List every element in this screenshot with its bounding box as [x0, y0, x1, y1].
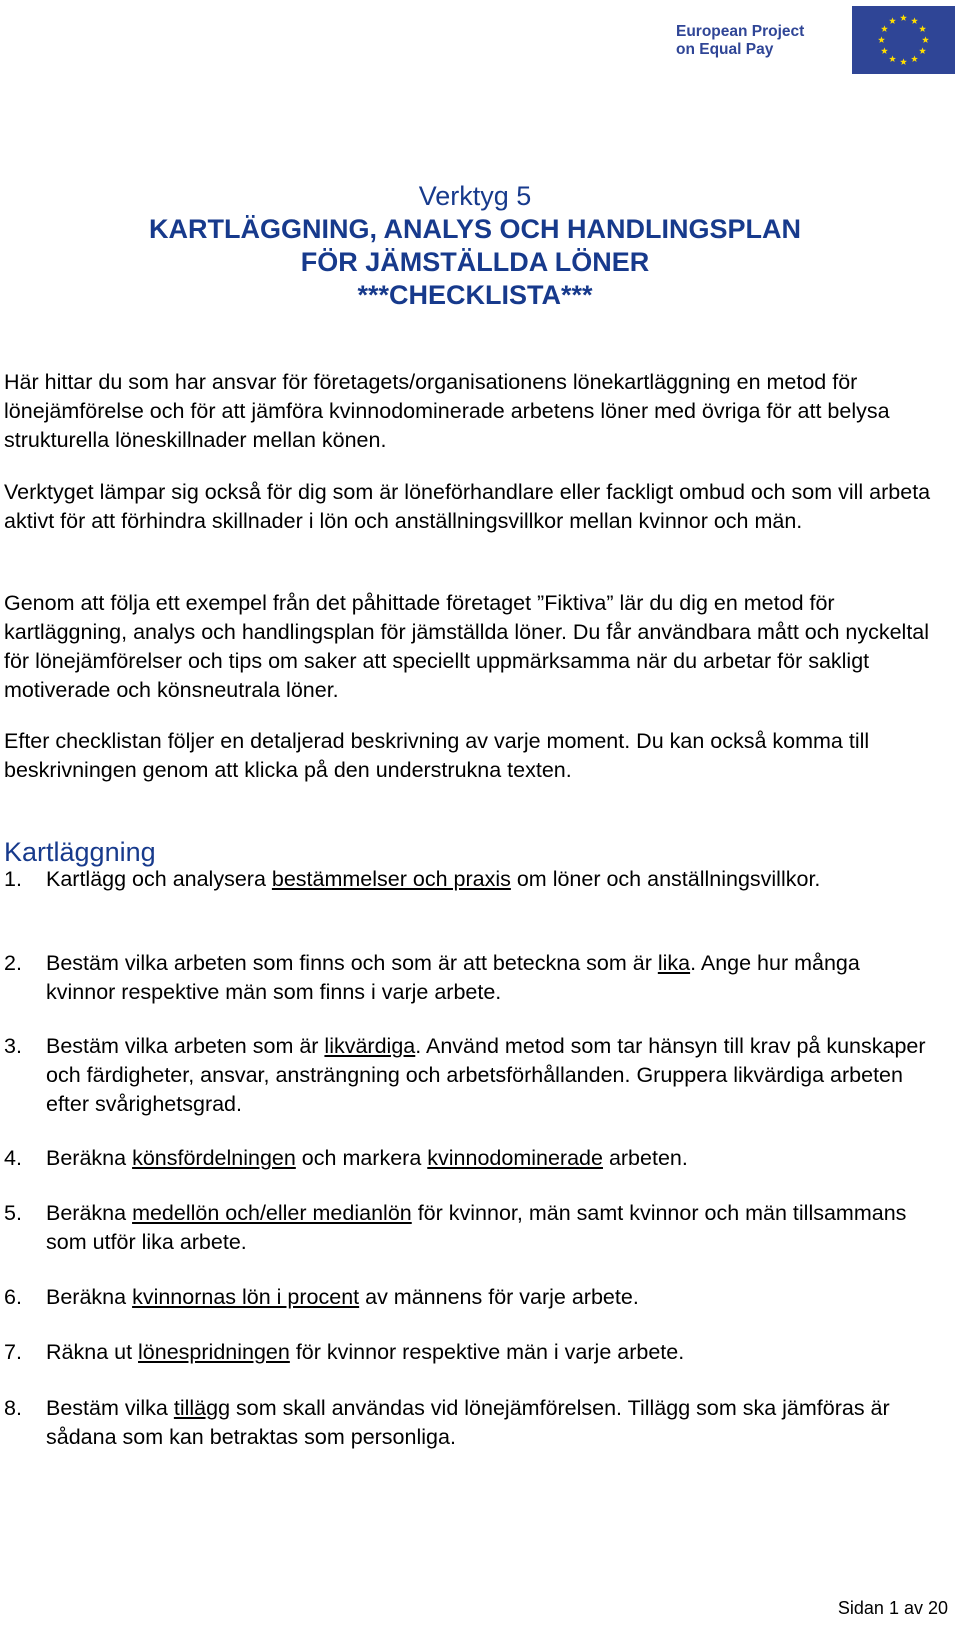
item-text-segment: om löner och anställningsvillkor.	[510, 867, 821, 891]
logo-line-1: European Project	[676, 23, 805, 40]
description-link[interactable]: könsfördelningen	[132, 1146, 296, 1170]
section-heading: Kartläggning	[4, 837, 156, 867]
checklist-item	[4, 865, 934, 894]
item-number: 8.	[4, 1396, 22, 1420]
intro-paragraph-2: Verktyget lämpar sig också för dig som är löneförhandlare eller fackligt ombud och som vill arbeta aktivt för att förhindra skillnader i lön och anställningsvillkor mellan kvinnor och män.	[4, 480, 931, 533]
item-text	[46, 1032, 934, 1119]
description-link[interactable]: lika	[657, 951, 691, 975]
item-text-segment: som skall användas vid lönejämförelsen. Tillägg som ska jämföras är sådana som kan betraktas som personliga.	[46, 1396, 890, 1449]
item-number: 5.	[4, 1201, 22, 1225]
item-text-segment: Bestäm vilka arbeten som är	[46, 1034, 325, 1058]
item-text	[46, 1199, 934, 1257]
checklist-item	[4, 1283, 934, 1312]
checklist-item	[4, 1338, 934, 1367]
item-text-segment: Beräkna	[46, 1201, 133, 1225]
description-link[interactable]: likvärdiga	[324, 1034, 416, 1058]
item-number: 6.	[4, 1285, 22, 1309]
description-link[interactable]: kvinnodominerade	[427, 1146, 603, 1170]
eu-flag-icon	[852, 6, 955, 74]
description-link[interactable]: lönespridningen	[138, 1340, 290, 1364]
item-text	[46, 865, 934, 894]
intro-paragraph-1: Här hittar du som har ansvar för företagets/organisationens lönekartläggning en metod för lönejämförelse och för att jämföra kvinnodominerade arbetens löner med övriga för att belysa strukturella löneskillnader mellan könen.	[4, 370, 890, 452]
item-number: 4.	[4, 1146, 22, 1170]
description-link[interactable]: medellön och/eller medianlön	[132, 1201, 412, 1225]
item-number: 7.	[4, 1340, 22, 1364]
item-text-segment: Beräkna	[46, 1285, 133, 1309]
item-text-segment: Bestäm vilka	[46, 1396, 174, 1420]
item-number: 2.	[4, 951, 22, 975]
checklist-item	[4, 1394, 934, 1452]
intro-paragraph-4: Efter checklistan följer en detaljerad beskrivning av varje moment. Du kan också komma till beskrivningen genom att klicka på den understrukna texten.	[4, 729, 870, 782]
item-text	[46, 1394, 934, 1452]
intro-paragraph-3: Genom att följa ett exempel från det påhittade företaget ”Fiktiva” lär du dig en metod för kartläggning, analys och handlingsplan för jämställda löner. Du får användbara mått och nyckeltal för lönejämförelser och tips om saker att speciellt uppmärksamma när du arbetar för sakligt motiverade och könsneutrala löner.	[4, 591, 930, 702]
item-text-segment: för kvinnor respektive män i varje arbete.	[289, 1340, 685, 1364]
title-line-3: FÖR JÄMSTÄLLDA LÖNER	[300, 247, 650, 277]
item-number: 1.	[4, 867, 22, 891]
title-line-2: KARTLÄGGNING, ANALYS OCH HANDLINGSPLAN	[148, 214, 801, 244]
item-text	[46, 1338, 934, 1367]
logo-text	[676, 23, 804, 59]
item-text-segment: Räkna ut	[46, 1340, 139, 1364]
logo-line-2: on Equal Pay	[676, 41, 774, 58]
checklist-item	[4, 1144, 934, 1173]
item-text-segment: . Ange hur många kvinnor respektive män som finns i varje arbete.	[46, 951, 860, 1004]
item-text-segment: Bestäm vilka arbeten som finns och som är att beteckna som är	[46, 951, 658, 975]
item-text	[46, 1283, 934, 1312]
item-text	[46, 949, 934, 1007]
item-number: 3.	[4, 1034, 22, 1058]
checklist-item	[4, 949, 934, 1007]
title-tool-number: Verktyg 5	[418, 181, 532, 211]
checklist-item	[4, 1032, 934, 1119]
item-text-segment: Beräkna	[46, 1146, 133, 1170]
title-line-4: ***CHECKLISTA***	[357, 280, 593, 310]
item-text-segment: arbeten.	[602, 1146, 688, 1170]
checklist-item	[4, 1199, 934, 1257]
description-link[interactable]: bestämmelser och praxis	[271, 867, 511, 891]
description-link[interactable]: tillägg	[173, 1396, 231, 1420]
item-text-segment: och markera	[295, 1146, 428, 1170]
item-text-segment: för kvinnor, män samt kvinnor och män tillsammans som utför lika arbete.	[46, 1201, 907, 1254]
description-link[interactable]: kvinnornas lön i procent	[132, 1285, 360, 1309]
item-text-segment: Kartlägg och analysera	[46, 867, 272, 891]
item-text	[46, 1144, 934, 1173]
item-text-segment: av männens för varje arbete.	[359, 1285, 639, 1309]
document-title	[0, 180, 950, 312]
page-number: Sidan 1 av 20	[837, 1598, 948, 1618]
item-text-segment: . Använd metod som tar hänsyn till krav på kunskaper och färdigheter, ansvar, ansträngning och arbetsförhållanden. Gruppera likvärdiga arbeten efter svårighetsgrad.	[46, 1034, 926, 1116]
